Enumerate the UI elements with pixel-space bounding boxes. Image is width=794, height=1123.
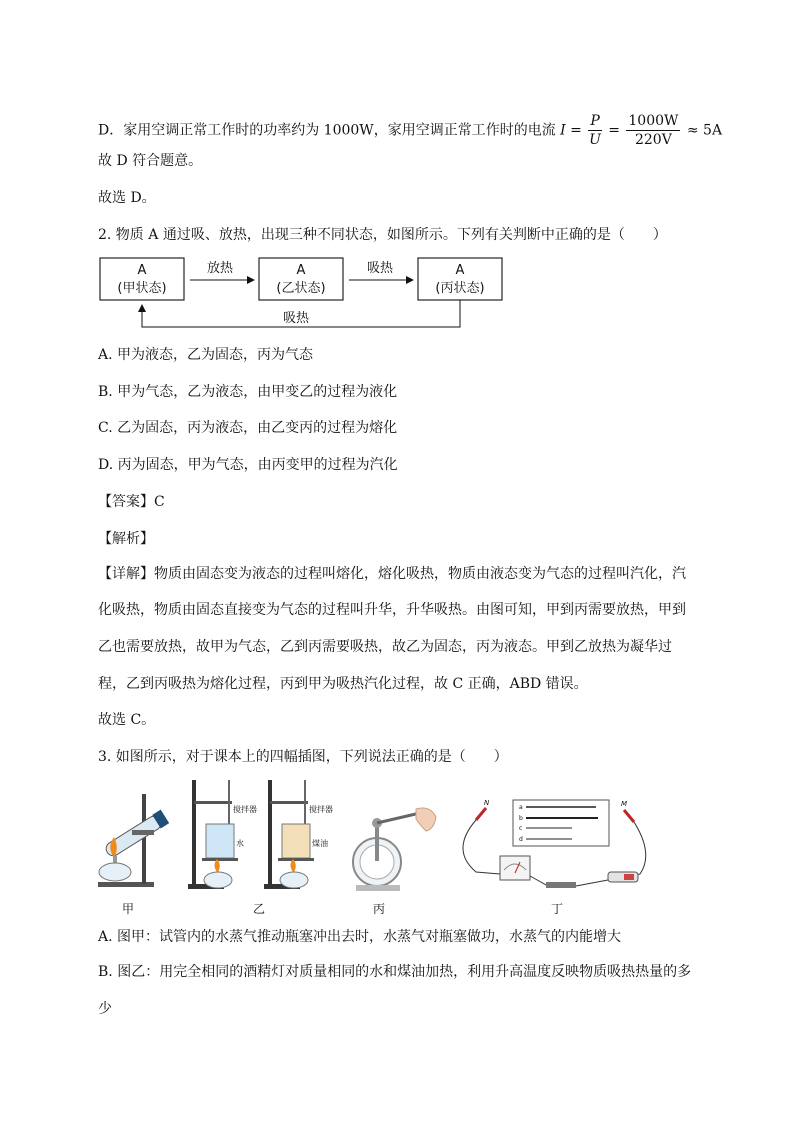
- formula-eq2: =: [608, 122, 620, 139]
- label-stirrer-2: 搅拌器: [309, 805, 333, 814]
- figure-yi-beakers: [188, 776, 358, 894]
- arrow1-label: 放热: [206, 261, 234, 276]
- q2-detail-line-2: 化吸热，物质由固态直接变为气态的过程叫升华，升华吸热。由图可知，甲到丙需要放热，甲到: [98, 602, 686, 618]
- q3-option-b-line-2: 少: [98, 1001, 112, 1017]
- q2-detail-line-1: 【详解】物质由固态变为液态的过程叫熔化，熔化吸热，物质由液态变为气态的过程叫汽化，汽: [98, 566, 686, 582]
- choose-d: 故选 D。: [98, 190, 156, 206]
- option-d-text: D．家用空调正常工作时的功率约为 1000W，家用空调正常工作时的电流: [98, 122, 561, 139]
- q3-stem: 3. 如图所示，对于课本上的四幅插图，下列说法正确的是（ ）: [98, 749, 508, 765]
- q2-detail-line-4: 程，乙到丙吸热为熔化过程，丙到甲为吸热汽化过程，故 C 正确，ABD 错误。: [98, 676, 588, 692]
- arrow2-label: 吸热: [366, 261, 394, 276]
- caption-yi: 乙: [253, 902, 266, 916]
- formula-approx: ≈ 5A: [686, 122, 723, 139]
- formula-fraction-values: [626, 112, 680, 149]
- return-label: 吸热: [282, 311, 310, 326]
- q2-state-diagram: [98, 255, 508, 333]
- q2-detail-line-3: 乙也需要放热，故甲为气态，乙到丙需要吸热，故乙为固态，丙为液态。甲到乙放热为凝华过: [98, 639, 672, 655]
- q2-choose: 故选 C。: [98, 712, 156, 728]
- formula-var-i: I: [560, 122, 566, 139]
- q3-option-b-line-1: B. 图乙：用完全相同的酒精灯对质量相同的水和煤油加热，利用升高温度反映物质吸热热量的多: [98, 964, 692, 980]
- formula-eq1: =: [570, 122, 582, 139]
- q2-option-c: C. 乙为固态，丙为液态，由乙变丙的过程为熔化: [98, 420, 398, 436]
- box3-line2: (丙状态): [435, 281, 485, 296]
- caption-ding: 丁: [551, 902, 564, 916]
- wire-label-c: c: [519, 825, 523, 832]
- formula-fraction-pu: [588, 112, 601, 149]
- q2-analysis-title: 【解析】: [98, 531, 154, 547]
- clip-label-n: N: [484, 799, 490, 807]
- figure-ding-circuit: [448, 798, 658, 894]
- clip-label-m: M: [621, 800, 628, 808]
- label-water: 水: [236, 839, 244, 848]
- figure-jia-test-tube: [96, 790, 178, 894]
- wire-label-d: d: [519, 836, 523, 843]
- box3-line1: A: [455, 263, 465, 278]
- q2-stem: 2. 物质 A 通过吸、放热，出现三种不同状态，如图所示。下列有关判断中正确的是（ ）: [98, 227, 667, 243]
- fraction-denominator-u: U: [589, 132, 601, 148]
- option-d-conclusion: 故 D 符合题意。: [98, 153, 203, 169]
- hand-icon: [416, 808, 436, 831]
- option-d-line: [98, 112, 722, 149]
- fraction-numerator-1000w: 1000W: [628, 113, 679, 129]
- fraction-numerator-p: P: [590, 113, 600, 129]
- figure-bing-apparatus: [350, 805, 440, 897]
- q2-option-d: D. 丙为固态，甲为气态，由丙变甲的过程为汽化: [98, 457, 398, 473]
- q2-option-a: A. 甲为液态，乙为固态，丙为气态: [98, 347, 314, 363]
- q2-answer: 【答案】C: [98, 494, 165, 510]
- wire-label-b: b: [519, 815, 523, 822]
- label-kerosene: 煤油: [312, 839, 328, 848]
- q2-option-b: B. 甲为气态，乙为液态，由甲变乙的过程为液化: [98, 384, 398, 400]
- box2-line2: (乙状态): [276, 281, 326, 296]
- box1-line1: A: [137, 263, 147, 278]
- box2-line1: A: [296, 263, 306, 278]
- q3-option-a: A. 图甲：试管内的水蒸气推动瓶塞冲出去时，水蒸气对瓶塞做功，水蒸气的内能增大: [98, 929, 622, 945]
- box1-line2: (甲状态): [117, 281, 167, 296]
- caption-bing: 丙: [373, 902, 386, 916]
- label-stirrer-1: 搅拌器: [233, 805, 257, 814]
- caption-jia: 甲: [122, 902, 135, 916]
- fraction-denominator-220v: 220V: [634, 132, 672, 148]
- wire-label-a: a: [519, 804, 523, 811]
